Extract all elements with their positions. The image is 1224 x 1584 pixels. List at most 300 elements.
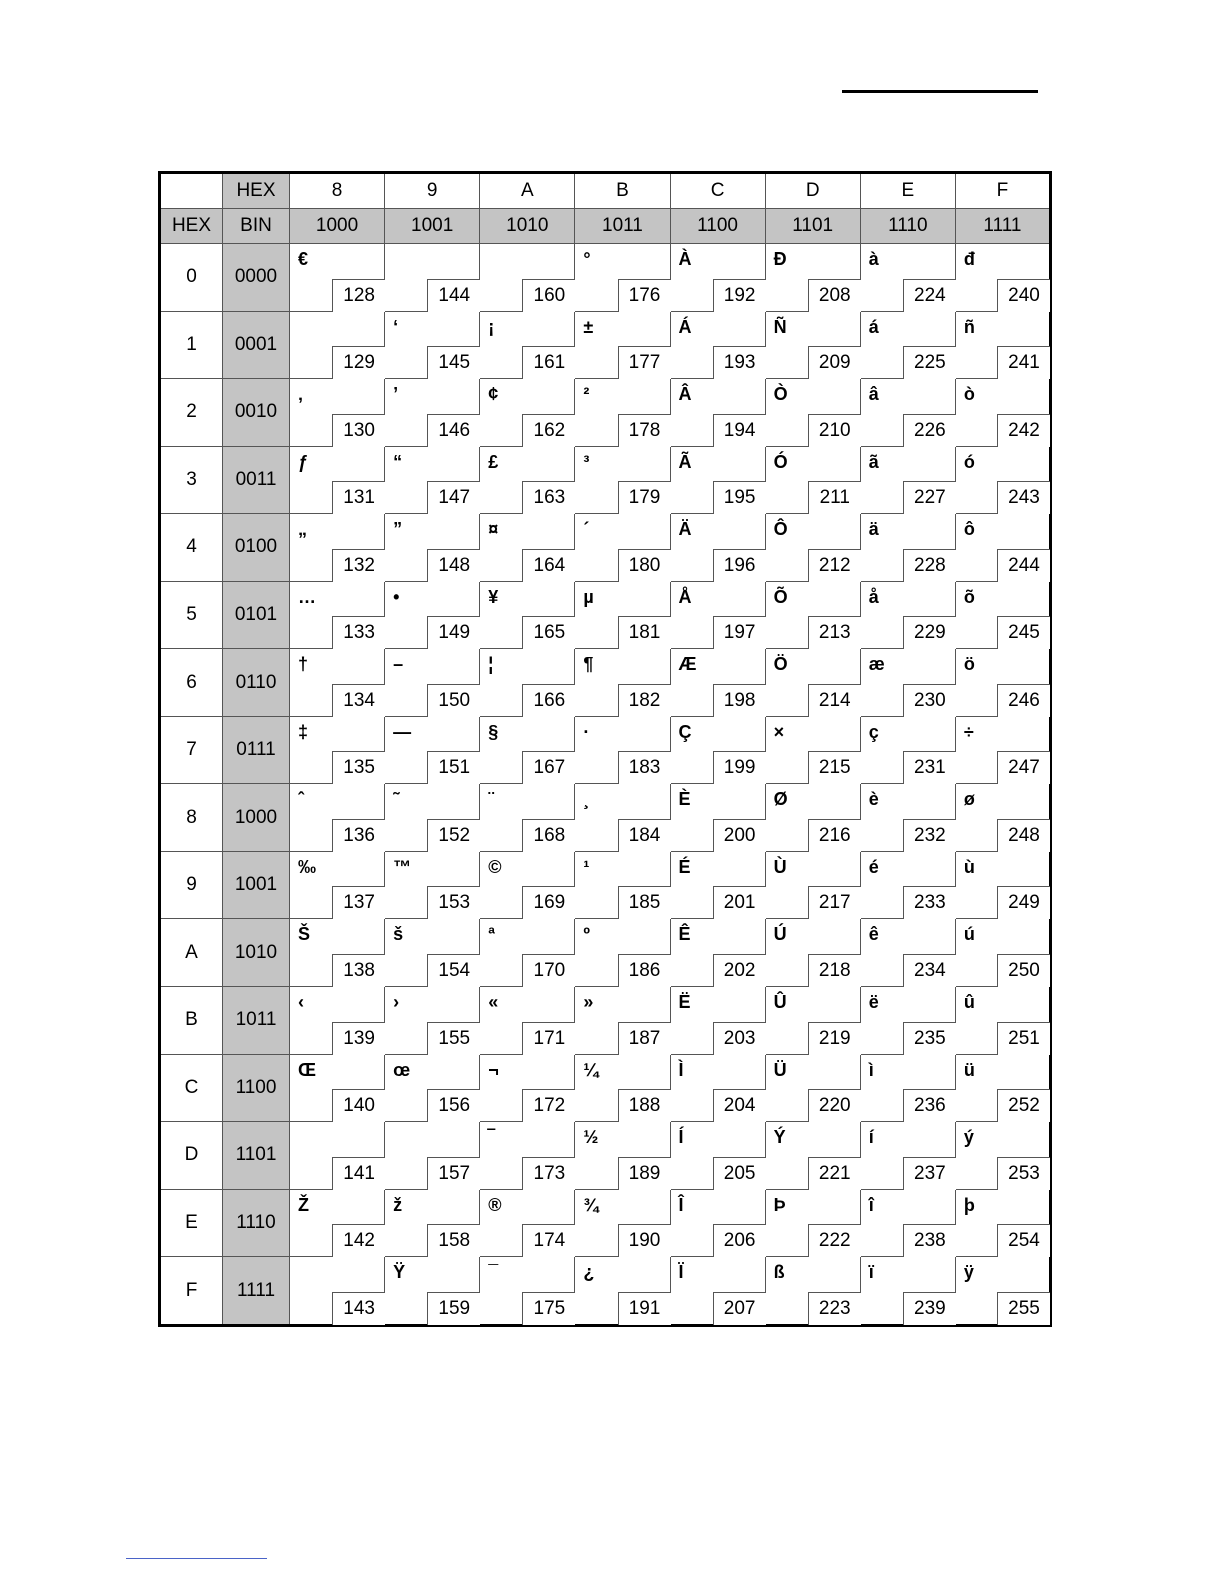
char-code: 212 (808, 549, 861, 582)
char-code: 163 (522, 481, 575, 514)
char-code: 166 (522, 684, 575, 717)
char-cell (765, 851, 860, 919)
char-cell (860, 784, 955, 852)
char-code: 133 (332, 616, 385, 649)
char-code: 189 (618, 1157, 671, 1190)
char-code: 205 (713, 1157, 766, 1190)
row-hex-header: F (160, 1257, 223, 1326)
row-bin-header: 1111 (223, 1257, 290, 1326)
char-glyph: À (678, 249, 692, 269)
char-glyph: Ÿ (393, 1262, 406, 1283)
row-hex-header: A (160, 919, 223, 987)
char-code: 228 (903, 549, 956, 582)
char-glyph: î (868, 1194, 874, 1215)
table-row (160, 987, 1051, 1055)
char-code: 244 (997, 549, 1050, 582)
char-cell (860, 446, 955, 514)
char-glyph: ‘ (393, 316, 399, 337)
char-glyph: á (868, 316, 879, 337)
char-glyph: ‰ (298, 856, 316, 877)
char-cell (290, 716, 385, 784)
char-glyph: º (583, 924, 590, 945)
char-glyph: „ (298, 519, 307, 540)
char-glyph: € (298, 249, 309, 269)
char-code: 201 (713, 886, 766, 919)
char-cell (575, 1257, 670, 1326)
char-code: 165 (522, 616, 575, 649)
char-glyph: đ (963, 249, 975, 269)
char-code: 156 (427, 1089, 480, 1122)
char-code: 134 (332, 684, 385, 717)
char-code: 167 (522, 751, 575, 784)
char-code: 148 (427, 549, 480, 582)
char-code: 215 (808, 751, 861, 784)
char-cell (290, 1189, 385, 1257)
char-glyph: ø (963, 789, 975, 810)
char-cell (955, 1189, 1050, 1257)
char-glyph: Â (678, 384, 692, 405)
char-cell (575, 379, 670, 447)
char-glyph: Õ (773, 586, 788, 607)
char-code: 185 (618, 886, 671, 919)
row-bin-header: 0011 (223, 446, 290, 514)
column-hex-header: B (575, 173, 670, 209)
char-glyph: ™ (393, 856, 412, 877)
char-glyph: ± (583, 316, 594, 337)
char-cell (575, 919, 670, 987)
char-glyph: ¢ (488, 384, 499, 405)
char-cell (290, 311, 385, 379)
column-hex-header: E (860, 173, 955, 209)
char-glyph: Ë (678, 992, 691, 1013)
char-cell (765, 919, 860, 987)
char-glyph: Æ (678, 654, 697, 675)
char-code: 186 (618, 954, 671, 987)
char-cell (670, 987, 765, 1055)
char-cell (860, 987, 955, 1055)
row-bin-header: 0111 (223, 716, 290, 784)
char-code: 202 (713, 954, 766, 987)
char-cell (955, 987, 1050, 1055)
char-code: 187 (618, 1022, 671, 1055)
row-hex-header: 9 (160, 851, 223, 919)
char-cell (670, 919, 765, 987)
char-code: 224 (903, 279, 956, 312)
char-cell (955, 1257, 1050, 1326)
char-glyph: ¡ (488, 316, 495, 337)
char-code: 217 (808, 886, 861, 919)
column-hex-header: 9 (385, 173, 480, 209)
char-cell (575, 1122, 670, 1190)
char-cell (290, 244, 385, 312)
char-code: 147 (427, 481, 480, 514)
char-code: 238 (903, 1224, 956, 1257)
char-cell (290, 446, 385, 514)
char-glyph: ü (963, 1059, 975, 1080)
char-code: 233 (903, 886, 956, 919)
char-glyph: Ã (678, 451, 692, 472)
char-code: 211 (808, 481, 861, 514)
row-bin-header: 0101 (223, 581, 290, 649)
char-cell (670, 581, 765, 649)
char-glyph: ² (583, 384, 590, 405)
char-cell (385, 311, 480, 379)
char-code: 190 (618, 1224, 671, 1257)
char-code: 155 (427, 1022, 480, 1055)
char-code: 229 (903, 616, 956, 649)
char-code: 175 (522, 1292, 575, 1325)
char-code: 158 (427, 1224, 480, 1257)
char-glyph: ¥ (488, 586, 499, 607)
char-cell (290, 514, 385, 582)
char-code: 129 (332, 346, 385, 379)
table-row (160, 244, 1051, 312)
char-code: 209 (808, 346, 861, 379)
char-code: 168 (522, 819, 575, 852)
char-code: 131 (332, 481, 385, 514)
char-code: 139 (332, 1022, 385, 1055)
char-code: 255 (997, 1292, 1050, 1325)
char-cell (860, 379, 955, 447)
char-cell (385, 1257, 480, 1326)
char-glyph: ç (868, 721, 879, 742)
char-code: 132 (332, 549, 385, 582)
column-bin-header: 1011 (575, 209, 670, 244)
char-code: 218 (808, 954, 861, 987)
char-code: 213 (808, 616, 861, 649)
char-glyph: ¾ (583, 1194, 599, 1215)
char-code: 188 (618, 1089, 671, 1122)
table-row (160, 716, 1051, 784)
char-code: 169 (522, 886, 575, 919)
char-glyph: Đ (773, 249, 787, 269)
char-cell (480, 919, 575, 987)
char-code: 220 (808, 1089, 861, 1122)
char-cell (480, 379, 575, 447)
char-code: 208 (808, 279, 861, 312)
char-cell (480, 1257, 575, 1326)
char-code: 143 (332, 1292, 385, 1325)
char-code: 151 (427, 751, 480, 784)
top-underline-rule (842, 90, 1038, 93)
char-code: 219 (808, 1022, 861, 1055)
char-cell (290, 851, 385, 919)
char-glyph: ÷ (963, 721, 974, 742)
char-glyph: ® (488, 1194, 502, 1215)
row-bin-header: 1001 (223, 851, 290, 919)
char-cell (860, 1189, 955, 1257)
char-glyph: œ (393, 1059, 411, 1080)
char-cell (860, 716, 955, 784)
char-code: 221 (808, 1157, 861, 1190)
char-cell (575, 649, 670, 717)
char-code: 172 (522, 1089, 575, 1122)
hex-header-row (160, 173, 1051, 209)
char-code: 136 (332, 819, 385, 852)
row-hex-header: 1 (160, 311, 223, 379)
char-code: 207 (713, 1292, 766, 1325)
char-code: 176 (618, 279, 671, 312)
table-body (160, 244, 1051, 1326)
char-cell (860, 244, 955, 312)
char-cell (765, 446, 860, 514)
char-glyph: Š (298, 924, 311, 945)
column-bin-header: 1010 (480, 209, 575, 244)
char-glyph: ‚ (298, 384, 304, 405)
char-glyph: ¯ (488, 1262, 499, 1283)
char-glyph: ˜ (393, 789, 400, 810)
char-cell (860, 1122, 955, 1190)
char-code: 191 (618, 1292, 671, 1325)
char-glyph: ˆ (298, 789, 304, 810)
char-code: 227 (903, 481, 956, 514)
char-code: 230 (903, 684, 956, 717)
char-glyph: ä (868, 519, 879, 540)
char-cell (385, 1122, 480, 1190)
table-row (160, 581, 1051, 649)
char-cell (860, 919, 955, 987)
table-row (160, 514, 1051, 582)
column-bin-header: 1110 (860, 209, 955, 244)
char-cell (480, 514, 575, 582)
char-glyph: Û (773, 992, 787, 1013)
char-code: 144 (427, 279, 480, 312)
table-row (160, 851, 1051, 919)
char-cell (955, 581, 1050, 649)
char-cell (385, 649, 480, 717)
char-code: 251 (997, 1022, 1050, 1055)
char-glyph: ¤ (488, 519, 499, 540)
column-hex-header: F (955, 173, 1050, 209)
char-glyph: µ (583, 586, 594, 607)
char-cell (480, 716, 575, 784)
char-cell (575, 311, 670, 379)
char-cell (385, 784, 480, 852)
char-cell (575, 581, 670, 649)
char-code: 164 (522, 549, 575, 582)
row-hex-header: 6 (160, 649, 223, 717)
char-code: 214 (808, 684, 861, 717)
char-glyph: ó (963, 451, 975, 472)
char-glyph: £ (488, 451, 499, 472)
char-cell (480, 1054, 575, 1122)
char-code: 250 (997, 954, 1050, 987)
char-cell (575, 1189, 670, 1257)
char-code: 140 (332, 1089, 385, 1122)
char-glyph: © (488, 856, 502, 877)
char-code: 196 (713, 549, 766, 582)
char-code: 130 (332, 414, 385, 447)
char-glyph: ” (393, 519, 403, 540)
char-cell (670, 1189, 765, 1257)
char-cell (670, 716, 765, 784)
char-glyph: Å (678, 586, 692, 607)
char-glyph: ¬ (488, 1059, 499, 1080)
char-glyph: í (868, 1127, 874, 1148)
char-code: 248 (997, 819, 1050, 852)
char-code: 234 (903, 954, 956, 987)
char-code: 193 (713, 346, 766, 379)
char-cell (575, 244, 670, 312)
char-code: 252 (997, 1089, 1050, 1122)
char-cell (290, 581, 385, 649)
char-cell (670, 1257, 765, 1326)
row-hex-header: 4 (160, 514, 223, 582)
char-code: 181 (618, 616, 671, 649)
char-glyph: ã (868, 451, 879, 472)
char-code: 225 (903, 346, 956, 379)
table-row (160, 446, 1051, 514)
char-cell (860, 514, 955, 582)
char-code: 184 (618, 819, 671, 852)
char-cell (385, 987, 480, 1055)
row-hex-header: 3 (160, 446, 223, 514)
char-cell (765, 1189, 860, 1257)
char-cell (575, 851, 670, 919)
char-code: 235 (903, 1022, 956, 1055)
char-glyph: ½ (583, 1127, 599, 1148)
char-cell (765, 716, 860, 784)
row-hex-header: B (160, 987, 223, 1055)
char-cell (670, 311, 765, 379)
char-code: 226 (903, 414, 956, 447)
row-hex-header: D (160, 1122, 223, 1190)
char-code: 222 (808, 1224, 861, 1257)
char-code: 141 (332, 1157, 385, 1190)
char-glyph: æ (868, 654, 885, 675)
character-code-table (158, 171, 1052, 1327)
char-code: 180 (618, 549, 671, 582)
char-cell (290, 379, 385, 447)
char-cell (765, 379, 860, 447)
char-code: 157 (427, 1157, 480, 1190)
char-code: 239 (903, 1292, 956, 1325)
char-cell (765, 649, 860, 717)
char-cell (955, 379, 1050, 447)
char-cell (480, 446, 575, 514)
char-glyph: “ (393, 451, 403, 472)
char-glyph: þ (963, 1194, 975, 1215)
char-cell (955, 716, 1050, 784)
char-glyph: Ù (773, 856, 787, 877)
char-cell (575, 716, 670, 784)
char-cell (385, 581, 480, 649)
char-cell (860, 851, 955, 919)
char-glyph: × (773, 721, 785, 742)
char-glyph: ý (963, 1127, 974, 1148)
char-cell (670, 1054, 765, 1122)
char-code: 210 (808, 414, 861, 447)
row-bin-header: 0000 (223, 244, 290, 312)
char-glyph: ° (583, 249, 591, 269)
char-code: 153 (427, 886, 480, 919)
char-glyph: › (393, 992, 400, 1013)
row-hex-header: 2 (160, 379, 223, 447)
row-hex-header: 8 (160, 784, 223, 852)
char-glyph: ¸ (583, 789, 590, 810)
column-hex-header: A (480, 173, 575, 209)
char-glyph: § (488, 721, 499, 742)
char-glyph: « (488, 992, 499, 1013)
char-cell (290, 1257, 385, 1326)
char-code: 240 (997, 279, 1050, 312)
row-bin-header: 1000 (223, 784, 290, 852)
char-code: 198 (713, 684, 766, 717)
table-row (160, 1122, 1051, 1190)
char-glyph: … (298, 586, 316, 607)
bin-label-cell: BIN (223, 209, 290, 244)
char-glyph: Ê (678, 924, 691, 945)
char-cell (385, 716, 480, 784)
char-glyph: Þ (773, 1194, 786, 1215)
char-code: 231 (903, 751, 956, 784)
char-code: 194 (713, 414, 766, 447)
char-cell (480, 987, 575, 1055)
char-cell (290, 987, 385, 1055)
char-cell (765, 987, 860, 1055)
char-cell (290, 784, 385, 852)
row-bin-header: 1100 (223, 1054, 290, 1122)
char-cell (385, 244, 480, 312)
char-code: 204 (713, 1089, 766, 1122)
char-glyph: ª (488, 924, 495, 945)
char-glyph: ë (868, 992, 879, 1013)
char-glyph: Ú (773, 924, 787, 945)
char-code: 195 (713, 481, 766, 514)
char-glyph: ù (963, 856, 975, 877)
column-bin-header: 1001 (385, 209, 480, 244)
char-glyph: å (868, 586, 879, 607)
char-code: 179 (618, 481, 671, 514)
char-glyph: Ø (773, 789, 788, 810)
char-glyph: ï (868, 1262, 874, 1283)
char-glyph: Ò (773, 384, 788, 405)
char-cell (575, 1054, 670, 1122)
char-cell (480, 1189, 575, 1257)
char-glyph: Ž (298, 1194, 309, 1215)
char-code: 200 (713, 819, 766, 852)
char-code: 237 (903, 1157, 956, 1190)
char-cell (860, 1257, 955, 1326)
char-glyph: ÿ (963, 1262, 974, 1283)
char-glyph: Ì (678, 1059, 684, 1080)
char-glyph: Ï (678, 1262, 684, 1283)
char-cell (290, 1122, 385, 1190)
table-row (160, 311, 1051, 379)
column-bin-header: 1100 (670, 209, 765, 244)
char-cell (765, 311, 860, 379)
char-cell (480, 649, 575, 717)
table-row (160, 784, 1051, 852)
char-cell (385, 379, 480, 447)
char-glyph: ö (963, 654, 975, 675)
char-cell (385, 514, 480, 582)
char-code: 162 (522, 414, 575, 447)
char-code: 192 (713, 279, 766, 312)
char-cell (385, 1054, 480, 1122)
char-code: 199 (713, 751, 766, 784)
char-code: 241 (997, 346, 1050, 379)
char-cell (955, 649, 1050, 717)
char-cell (575, 784, 670, 852)
char-code: 206 (713, 1224, 766, 1257)
char-cell (955, 1122, 1050, 1190)
char-glyph: Ó (773, 451, 788, 472)
char-cell (480, 581, 575, 649)
row-hex-header: E (160, 1189, 223, 1257)
column-bin-header: 1101 (765, 209, 860, 244)
char-code: 249 (997, 886, 1050, 919)
